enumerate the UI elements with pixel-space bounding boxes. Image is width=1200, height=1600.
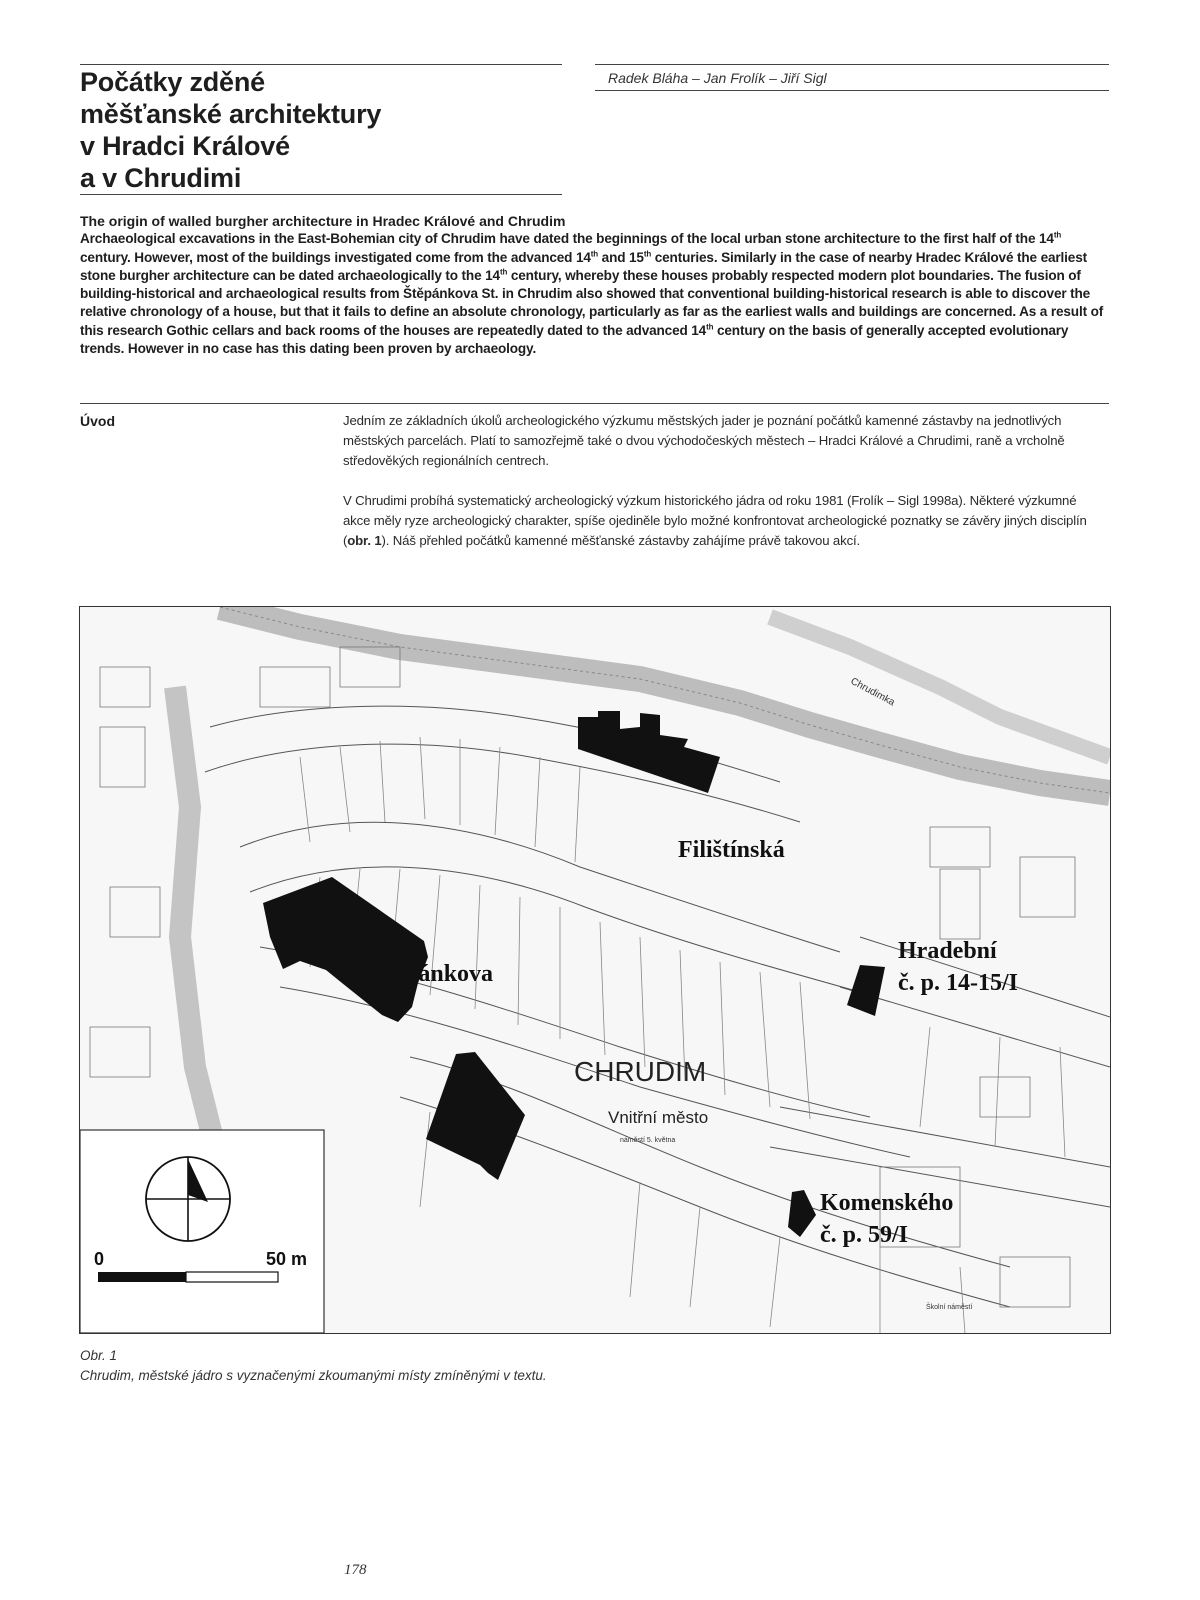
abstract-body <box>80 230 1110 358</box>
title-line-4: a v Chrudimi <box>80 163 242 193</box>
label-school-square: Školní náměstí <box>926 1304 973 1311</box>
abstract-text-1: Archaeological excavations in the East-Bohemian city of Chrudim have dated the beginnings of the local urban stone architecture to the first half of the <box>80 231 1036 247</box>
label-filistinska: Filištínská <box>678 837 785 863</box>
top-rule-right <box>595 64 1109 65</box>
label-city: CHRUDIM <box>574 1056 707 1087</box>
abstract-text-7: century on the basis of generally accepted evolutionary trends. However in no case has this dating been proven by archaeology. <box>80 322 1069 357</box>
intro-text <box>343 411 1103 571</box>
abstract-sup: th <box>643 249 652 259</box>
label-hradebni: Hradební <box>898 938 997 964</box>
scale-bar <box>98 1272 278 1282</box>
label-stepankova: Štěpánkova <box>373 961 494 987</box>
abstract-sup: th <box>499 267 508 277</box>
map-figure <box>79 606 1111 1334</box>
abstract-text-3: century. However, most of the buildings investigated come from the advanced 14 <box>80 249 591 265</box>
title-line-2: měšťanské architektury <box>80 99 382 129</box>
abstract-title: The origin of walled burgher architecture in Hradec Králové and Chrudim <box>80 213 566 229</box>
map-svg <box>80 607 1110 1333</box>
title-line-3: v Hradci Králové <box>80 131 290 161</box>
abstract-sup: th <box>706 322 714 332</box>
article-title <box>80 66 550 194</box>
caption-number: Obr. 1 <box>80 1348 118 1363</box>
figure-reference: obr. 1 <box>347 533 382 548</box>
abstract <box>80 212 1110 358</box>
top-rule-left <box>80 64 562 65</box>
figure-caption <box>80 1346 547 1386</box>
abstract-text-2: 14 <box>1039 231 1054 247</box>
label-hradebni-number: č. p. 14-15/I <box>898 970 1018 996</box>
scale-zero: 0 <box>94 1249 105 1269</box>
abstract-text-6: century, whereby these houses probably respected modern plot boundaries. The fusion of building-historical and archaeological results from Štěpánkova St. in Chrudim also showed that conventional building-historical research is able to discover the relative chronology of a house, but that it fails to define an absolute chronology, particularly as far as the earliest walls and buildings are concerned. As a result of this research Gothic cellars and back rooms of the houses are repeatedly dated to the advanced 14 <box>80 267 1104 338</box>
authors-rule <box>595 90 1109 91</box>
label-komenskeho: Komenského <box>820 1190 954 1216</box>
label-komenskeho-number: č. p. 59/I <box>820 1222 909 1248</box>
section-heading: Úvod <box>80 413 115 429</box>
north-arrow-icon <box>146 1157 230 1241</box>
intro-paragraph-1: Jedním ze základních úkolů archeologického výzkumu městských jader je poznání počátků kamenné zástavby na jednotlivých městských parcelách. Platí to samozřejmě také o dvou východočeských městech – Hradci Králové a Chrudimi, raně a vrcholně středověkých regionálních centrech. <box>343 413 1065 468</box>
abstract-sup: th <box>590 249 599 259</box>
intro-text-2b: ). Náš přehled počátků kamenné měšťanské zástavby zahájíme právě takovou akcí. <box>381 533 861 548</box>
abstract-text-5: centuries. Similarly in the case of nearby Hradec Králové the earliest stone burgher architecture can be dated archaeologically to the 14 <box>80 249 1087 283</box>
abstract-text-4: and 15 <box>598 249 644 265</box>
authors: Radek Bláha – Jan Frolík – Jiří Sigl <box>608 70 827 86</box>
intro-text-2a: V Chrudimi probíhá systematický archeologický výzkum historického jádra od roku 1981 (Frolík – Sigl 1998a). Některé výzkumné akce měly ryze archeologický charakter, spíše ojediněle bylo možné konfrontovat archeologické poznatky se závěry jiných disciplín ( <box>343 493 1087 548</box>
abstract-sup: th <box>1053 230 1062 240</box>
label-square: náměstí 5. května <box>620 1137 676 1144</box>
caption-text: Chrudim, městské jádro s vyznačenými zkoumanými místy zmíněnými v textu. <box>80 1368 547 1383</box>
section-rule <box>80 403 1109 404</box>
label-district: Vnitřní město <box>608 1108 709 1127</box>
river-label: Chrudimka <box>848 675 897 709</box>
title-bottom-rule <box>80 194 562 195</box>
intro-paragraph-2 <box>343 491 1103 551</box>
legend-box <box>80 1130 324 1333</box>
title-line-1: Počátky zděné <box>80 67 265 97</box>
scale-end: 50 m <box>266 1249 308 1269</box>
page-number: 178 <box>344 1562 367 1578</box>
